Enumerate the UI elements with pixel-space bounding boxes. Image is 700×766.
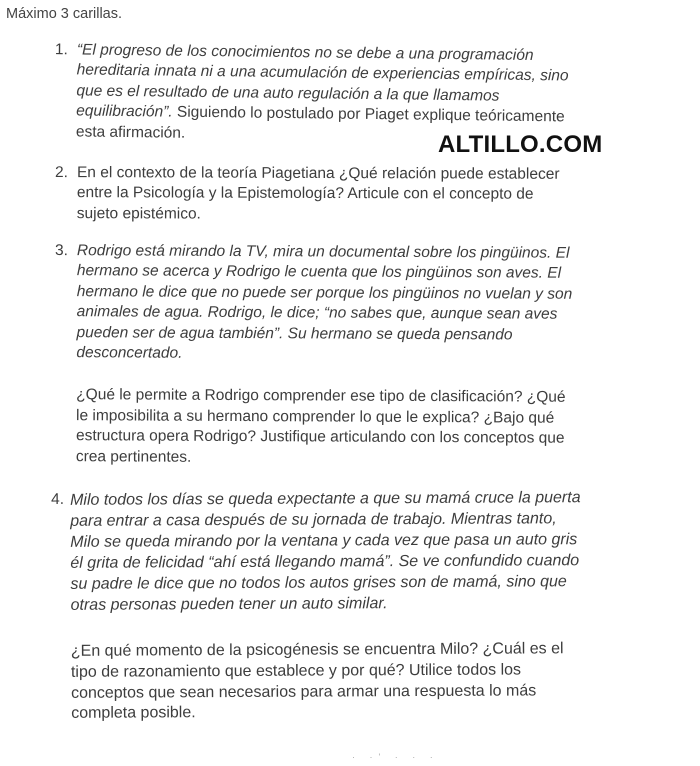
question-2 [44, 163, 664, 226]
question-3 [43, 241, 664, 470]
question-number: 3. [54, 242, 68, 260]
question-scenario: Milo todos los días se queda expectante a que su mamá cruce la puerta para entrar a casa después de su jornada de trabajo. Mientras tanto, Milo se queda mirando por la ventana y cada vez que pasa un auto gris él grita de felicidad “ahí está llegando mamá”. Se ve confundido cuando su padre le dice que no todos los autos grises son de mamá, sino que otras personas pueden tener un auto similar. [70, 489, 581, 614]
page-header: Máximo 3 carillas. [6, 6, 123, 22]
scan-specks: · ·' · · · [352, 752, 439, 762]
question-prompt: ¿En qué momento de la psicogénesis se encuentra Milo? ¿Cuál es el tipo de razonamiento que establece y por qué? Utilice todos los conceptos que sean necesarios para armar una respuesta lo más completa posible. [70, 640, 564, 723]
question-1 [43, 40, 664, 150]
question-instruction: Siguiendo lo postulado por Piaget explique teóricamente esta afirmación. [75, 103, 565, 142]
watermark: ALTILLO.COM [438, 131, 603, 158]
question-text: En el contexto de la teoría Piagetiana ¿Qué relación puede establecer entre la Psicología y la Epistemología? Articule con el concepto de sujeto epistémico. [76, 164, 560, 223]
question-prompt: ¿Qué le permite a Rodrigo comprender ese tipo de clasificación? ¿Qué le imposibilita a su hermano comprender lo que le explica? ¿Bajo qué estructura opera Rodrigo? Justifique articulando con los conceptos que crea pertinentes. [75, 386, 566, 466]
question-quote: “El progreso de los conocimientos no se debe a una programación hereditaria innata ni a una acumulación de experiencias empíricas, sino que es el resultado de una auto regulación a la que llamamos equilibración”. [76, 41, 569, 121]
question-number: 1. [54, 41, 68, 59]
question-4 [40, 487, 665, 725]
question-text [76, 40, 664, 149]
question-scenario: Rodrigo está mirando la TV, mira un documental sobre los pingüinos. El hermano se acerca y Rodrigo le cuenta que los pingüinos son aves. El hermano le dice que no puede ser porque los pingüinos no vuelan y son animales de agua. Rodrigo, le dice; “no sabes que, aunque sean aves pueden ser de agua también”. Su hermano se queda pensando desconcertado. [76, 242, 573, 362]
question-number: 4. [51, 490, 65, 508]
question-number: 2. [54, 164, 68, 182]
